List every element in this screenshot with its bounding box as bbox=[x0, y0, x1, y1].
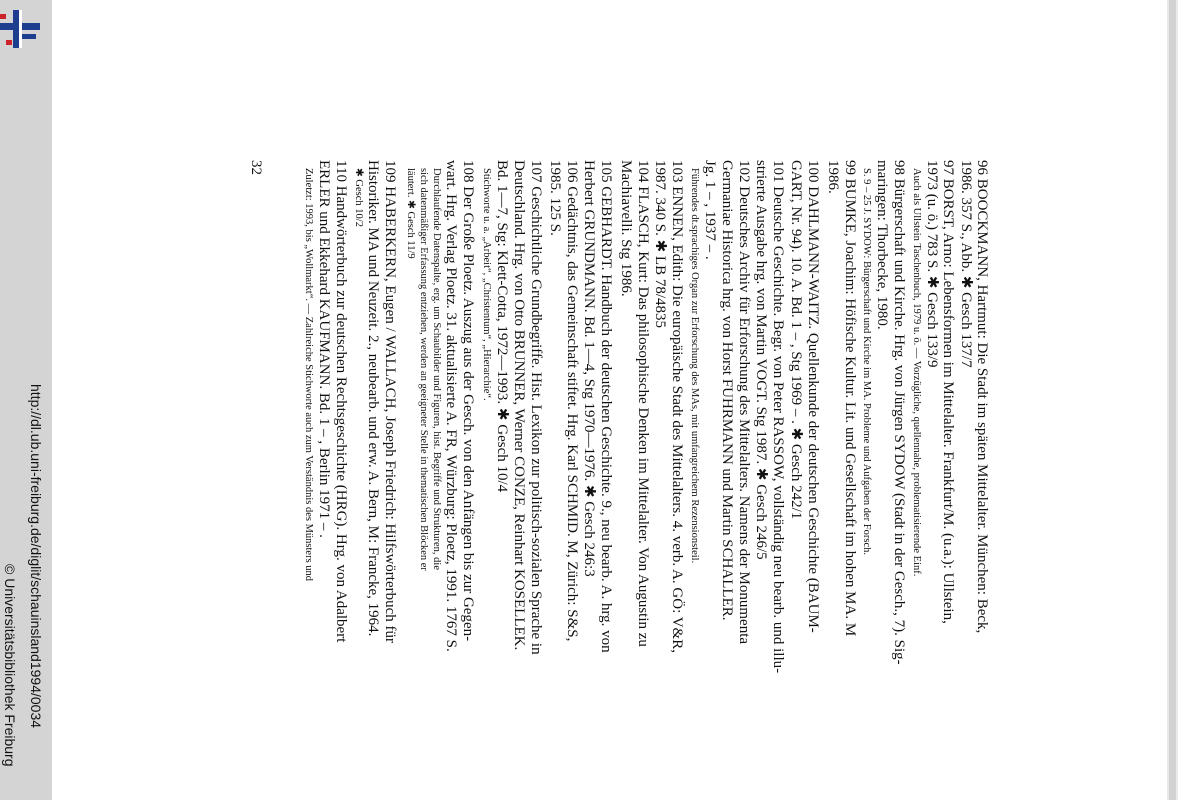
text-line: Deutschland. Hrg. von Otto BRUNNER, Werner CONZE, Reinhart KOSELLEK. bbox=[511, 160, 527, 651]
text-line: 101 Deutsche Geschichte. Begr. von Peter RASSOW, vollständig neu bearb. und illu- bbox=[770, 160, 786, 674]
text-line: Bd. 1—7, Stg: Klett-Cotta, 1972—1993. ✱ Gesch 10/4 bbox=[494, 160, 510, 493]
text-note: Zuletzt: 1993, bis „Wollmarkt“. — Zahlreiche Stichworte auch zum Verständnis des Münsters und bbox=[303, 168, 314, 582]
text-line: 1985. 125 S. bbox=[547, 160, 563, 236]
page-number: 32 bbox=[248, 160, 264, 175]
document-url[interactable]: http://dl.ub.uni-freiburg.de/diglit/schauinsland1994/0034 bbox=[28, 384, 44, 729]
text-line: 1987. 340 S. ✱ LB 78/4835 bbox=[652, 160, 668, 328]
scrollbar-thumb[interactable] bbox=[1169, 0, 1176, 800]
text-note: ✱ Gesch 10/2 bbox=[353, 168, 364, 227]
text-line: 107 Geschichtliche Grundbegriffe. Hist. Lexikon zur politisch-sozialen Sprache in bbox=[528, 160, 544, 655]
text-line: ERLER und Ekkehard KAUFMANN. Bd. 1 – , Berlin 1971 – . bbox=[316, 160, 332, 538]
text-line: 98 Bürgerschaft und Kirche. Hrg. von Jürgen SYDOW (Stadt in der Gesch., 7). Sig- bbox=[891, 160, 907, 665]
text-note: läutert. ✱ Gesch 11/9 bbox=[405, 168, 416, 259]
text-line: 108 Der Große Ploetz. Auszug aus der Gesch. von den Anfängen bis zur Gegen- bbox=[460, 160, 476, 642]
text-line: GART, Nr. 94). 10. A. Bd. 1 – , Stg 1969 – . ✱ Gesch 242/1 bbox=[788, 160, 804, 520]
text-line: 105 GEBHARDT. Handbuch der deutschen Geschichte. 9., neu bearb. A. hrg. von bbox=[598, 160, 614, 653]
text-line: 1973 (u. ö.) 783 S. ✱ Gesch 133/9 bbox=[924, 160, 940, 368]
text-note: Auch als Ullstein Taschenbuch, 1979 u. ö. — Vorzügliche, quellennahe, problematisierende Einf. bbox=[911, 168, 922, 577]
viewer-sidebar bbox=[0, 0, 52, 800]
text-line: 106 Gedächtnis, das Gemeinschaft stiftet. Hrg. Karl SCHMID. M, Zürich: S&S, bbox=[564, 160, 580, 642]
text-line: Jg. 1 – , 1937 – . bbox=[702, 160, 718, 260]
text-line: 1986. bbox=[825, 160, 841, 194]
scanned-page bbox=[52, 0, 1178, 800]
text-line: 104 FLASCH, Kurt: Das philosophische Denken im Mittelalter. Von Augustin zu bbox=[635, 160, 651, 647]
text-note: Durchlaufende Datenspalte, erg. um Schaubilder und Figuren, hist. Begriffe und Strukturen, die bbox=[431, 168, 442, 571]
vertical-scrollbar[interactable] bbox=[1167, 0, 1178, 800]
text-line: wart. Hrg. Verlag Ploetz. 31. aktualisierte A. FR, Würzburg: Ploetz, 1991. 1767 S. bbox=[443, 160, 459, 652]
text-line: Germaniae Historica hrg. von Horst FUHRMANN und Martin SCHALLER. bbox=[719, 160, 735, 621]
text-line: 99 BUMKE, Joachim: Höfische Kultur. Lit. und Gesellschaft im hohen MA. M bbox=[842, 160, 858, 637]
text-line: 96 BOOCKMANN, Hartmut: Die Stadt im späten Mittelalter. München: Beck, bbox=[974, 160, 990, 634]
text-note: Stichworte u. a. „Arbeit“, „Christentum“, „Hierarchie“. bbox=[481, 168, 492, 401]
text-line: strierte Ausgabe hrg. von Martin VOGT. Stg 1987. ✱ Gesch 246/5 bbox=[753, 160, 769, 560]
text-line: Historiker. MA und Neuzeit. 2., neubearb. und erw. A. Bern, M: Francke, 1964. bbox=[365, 160, 381, 637]
text-line: 103 ENNEN, Edith: Die europäische Stadt des Mittelalters. 4. verb. A. GÖ: V&R, bbox=[669, 160, 685, 653]
text-line: 110 Handwörterbuch zur deutschen Rechtsgeschichte (HRG). Hrg. von Adalbert bbox=[333, 160, 349, 643]
text-note: Führendes dt.sprachiges Organ zur Erforschung des MAs, mit umfangreichem Rezensionsteil. bbox=[689, 168, 700, 564]
text-note: sich datenmäßiger Erfassung entziehen, werden an geeigneter Stelle in thematischen Blöcken er bbox=[418, 168, 429, 571]
text-line: 102 Deutsches Archiv für Erforschung des Mittelalters. Namens der Monumenta bbox=[736, 160, 752, 645]
copyright-notice: © Universitätsbibliothek Freiburg bbox=[2, 564, 18, 767]
text-line: 1986. 357 S., Abb. ✱ Gesch 137/7 bbox=[958, 160, 974, 368]
text-line: 109 HABERKERN, Eugen / WALLACH, Joseph Friedrich: Hilfswörterbuch für bbox=[382, 160, 398, 643]
text-note: S. 9 – 25 J. SYDOW: Bürgerschaft und Kirche im MA. Probleme und Aufgaben der Forsch. bbox=[861, 168, 872, 555]
text-line: maringen: Thorbecke, 1980. bbox=[874, 160, 890, 330]
text-line: Machiavelli. Stg 1986. bbox=[618, 160, 634, 297]
text-line: 100 DAHLMANN-WAITZ. Quellenkunde der deutschen Geschichte (BAUM- bbox=[805, 160, 821, 633]
university-library-logo-icon bbox=[0, 8, 44, 52]
text-line: Herbert GRUNDMANN. Bd. 1—4, Stg 1970—1976. ✱ Gesch 246:3 bbox=[581, 160, 597, 577]
text-line: 97 BORST, Arno: Lebensformen im Mittelalter. Frankfurt/M. (u.a.): Ullstein, bbox=[940, 160, 956, 624]
